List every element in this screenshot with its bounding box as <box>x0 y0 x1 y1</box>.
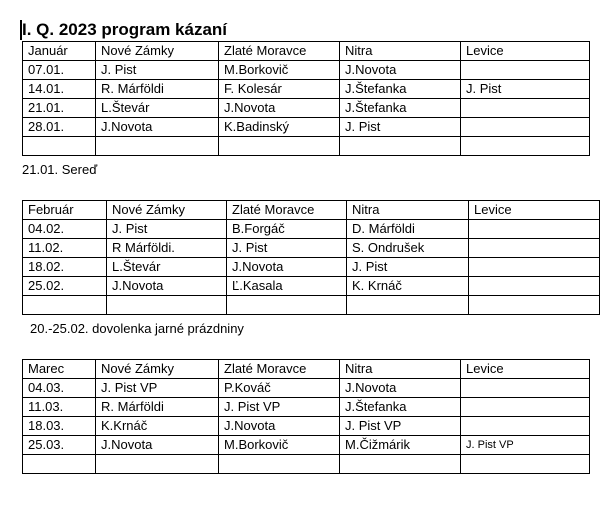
month-header: Február <box>23 201 107 220</box>
date-cell <box>23 455 96 474</box>
table-cell: M.Borkovič <box>219 61 340 80</box>
date-cell: 21.01. <box>23 99 96 118</box>
table-row <box>23 455 590 474</box>
column-header-zlate-moravce: Zlaté Moravce <box>227 201 347 220</box>
table-cell <box>461 398 590 417</box>
table-row <box>23 417 590 436</box>
table-cell: J. Pist <box>227 239 347 258</box>
table-cell: J. Pist VP <box>340 417 461 436</box>
date-cell <box>23 137 96 156</box>
table-cell: J.Novota <box>340 61 461 80</box>
table-cell: J.Štefanka <box>340 80 461 99</box>
schedule-table-march <box>22 359 590 474</box>
column-header-zlate-moravce: Zlaté Moravce <box>219 42 340 61</box>
date-cell: 25.02. <box>23 277 107 296</box>
column-header-zlate-moravce: Zlaté Moravce <box>219 360 340 379</box>
table-row <box>23 61 590 80</box>
table-cell <box>469 258 600 277</box>
table-row <box>23 398 590 417</box>
table-cell <box>461 118 590 137</box>
table-cell: J. Pist VP <box>461 436 590 455</box>
table-row <box>23 239 600 258</box>
table-cell: J. Pist <box>96 61 219 80</box>
table-cell: J. Pist <box>461 80 590 99</box>
month-header: Marec <box>23 360 96 379</box>
date-cell: 11.02. <box>23 239 107 258</box>
table-row <box>23 118 590 137</box>
date-cell: 18.02. <box>23 258 107 277</box>
table-cell: J.Novota <box>340 379 461 398</box>
table-cell: M.Borkovič <box>219 436 340 455</box>
table-cell <box>461 417 590 436</box>
date-cell: 04.03. <box>23 379 96 398</box>
table-cell: M.Čižmárik <box>340 436 461 455</box>
table-cell: K.Badinský <box>219 118 340 137</box>
table-cell: J. Pist VP <box>219 398 340 417</box>
column-header-nove-zamky: Nové Zámky <box>96 42 219 61</box>
table-cell <box>461 61 590 80</box>
table-cell: R. Márföldi <box>96 80 219 99</box>
column-header-nitra: Nitra <box>347 201 469 220</box>
table-cell <box>469 220 600 239</box>
table-cell: J.Novota <box>227 258 347 277</box>
date-cell <box>23 296 107 315</box>
column-header-nove-zamky: Nové Zámky <box>107 201 227 220</box>
month-header: Január <box>23 42 96 61</box>
date-cell: 18.03. <box>23 417 96 436</box>
table-cell <box>469 239 600 258</box>
table-row <box>23 220 600 239</box>
table-cell <box>219 137 340 156</box>
table-header-row <box>23 360 590 379</box>
table-cell <box>469 296 600 315</box>
table-cell: J.Novota <box>219 417 340 436</box>
table-cell <box>469 277 600 296</box>
document-title: I. Q. 2023 program kázaní <box>22 20 228 39</box>
table-cell: R Márföldi. <box>107 239 227 258</box>
table-cell <box>461 455 590 474</box>
table-cell: D. Márföldi <box>347 220 469 239</box>
table-row <box>23 137 590 156</box>
table-cell: J.Štefanka <box>340 99 461 118</box>
date-cell: 25.03. <box>23 436 96 455</box>
note-february: 20.-25.02. dovolenka jarné prázdniny <box>30 321 244 336</box>
table-cell: K. Krnáč <box>347 277 469 296</box>
table-cell <box>347 296 469 315</box>
table-cell: Ľ.Kasala <box>227 277 347 296</box>
table-cell <box>461 379 590 398</box>
table-cell: F. Kolesár <box>219 80 340 99</box>
table-header-row <box>23 201 600 220</box>
column-header-levice: Levice <box>461 360 590 379</box>
table-row <box>23 379 590 398</box>
table-cell: J. Pist <box>340 118 461 137</box>
table-cell: K.Krnáč <box>96 417 219 436</box>
table-cell <box>461 137 590 156</box>
date-cell: 04.02. <box>23 220 107 239</box>
table-cell: J.Novota <box>96 118 219 137</box>
date-cell: 07.01. <box>23 61 96 80</box>
table-cell: B.Forgáč <box>227 220 347 239</box>
date-cell: 14.01. <box>23 80 96 99</box>
table-cell <box>227 296 347 315</box>
column-header-levice: Levice <box>461 42 590 61</box>
table-cell: P.Kováč <box>219 379 340 398</box>
table-row <box>23 99 590 118</box>
column-header-nitra: Nitra <box>340 360 461 379</box>
date-cell: 11.03. <box>23 398 96 417</box>
table-cell: L.Števár <box>96 99 219 118</box>
table-cell <box>461 99 590 118</box>
table-row <box>23 80 590 99</box>
table-cell: J. Pist VP <box>96 379 219 398</box>
date-cell: 28.01. <box>23 118 96 137</box>
column-header-nitra: Nitra <box>340 42 461 61</box>
table-row <box>23 277 600 296</box>
table-cell <box>96 137 219 156</box>
table-cell: J. Pist <box>347 258 469 277</box>
table-cell: R. Márföldi <box>96 398 219 417</box>
table-cell: L.Števár <box>107 258 227 277</box>
column-header-levice: Levice <box>469 201 600 220</box>
table-cell: J. Pist <box>107 220 227 239</box>
table-cell: J.Novota <box>219 99 340 118</box>
table-cell <box>96 455 219 474</box>
table-cell: J.Novota <box>96 436 219 455</box>
table-cell <box>219 455 340 474</box>
schedule-table-january <box>22 41 590 156</box>
table-cell: J.Štefanka <box>340 398 461 417</box>
table-row <box>23 296 600 315</box>
note-january: 21.01. Sereď <box>22 162 98 177</box>
table-row <box>23 436 590 455</box>
table-header-row <box>23 42 590 61</box>
table-cell: J.Novota <box>107 277 227 296</box>
table-cell <box>340 137 461 156</box>
table-row <box>23 258 600 277</box>
table-cell <box>340 455 461 474</box>
table-cell <box>107 296 227 315</box>
table-cell: S. Ondrušek <box>347 239 469 258</box>
column-header-nove-zamky: Nové Zámky <box>96 360 219 379</box>
schedule-table-february <box>22 200 600 315</box>
